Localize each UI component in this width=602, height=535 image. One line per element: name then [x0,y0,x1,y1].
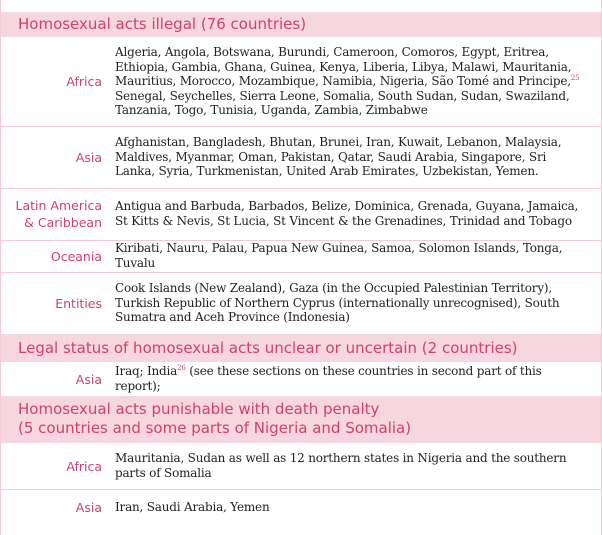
country-list: Cook Islands (New Zealand), Gaza (in the Occupied Palestinian Territory), Turkish Republic of Northern Cyprus (internationally unrecognised), South Sumatra and Aceh Province (Indonesia) [115,281,560,325]
footnote-marker: 25 [570,74,580,83]
section-title-line: (5 countries and some parts of Nigeria and Somalia) [18,419,412,437]
country-list: Antigua and Barbuda, Barbados, Belize, Dominica, Grenada, Guyana, Jamaica, St Kitts & Nevis, St Lucia, St Vincent & the Grenadines, Trinidad and Tobago [115,199,579,228]
region-label: Africa [66,458,102,474]
region-label: Asia [75,499,102,515]
section-header-unclear [1,334,601,362]
region-label: Asia [75,371,102,387]
country-list [115,37,585,126]
country-list-text: Senegal, Seychelles, Sierra Leone, Somalia, South Sudan, Sudan, Swaziland, Tanzania, Togo, Tunisia, Uganda, Zambia, Zimbabwe [115,88,570,118]
table-row [1,188,601,241]
section-title: Homosexual acts illegal (76 countries) [18,15,307,33]
region-label: Asia [75,149,102,165]
region-label: Entities [55,295,102,311]
table-row [1,489,601,525]
country-list [115,362,585,396]
region-label-line: & Caribbean [24,215,102,230]
section-header-illegal [1,12,601,37]
section-title: Legal status of homosexual acts unclear or uncertain (2 countries) [18,339,518,357]
country-list-text: Iraq; India [115,364,178,379]
table-row [1,443,601,490]
region-label: Oceania [50,248,102,264]
country-list: Afghanistan, Bangladesh, Bhutan, Brunei, Iran, Kuwait, Lebanon, Malaysia, Maldives, Myanmar, Oman, Pakistan, Qatar, Saudi Arabia, Singapore, Sri Lanka, Syria, Turkmenistan, United Arab Emirates, Uzbekistan, Yemen. [115,135,562,179]
country-list: Mauritania, Sudan as well as 12 northern states in Nigeria and the southern parts of Somalia [115,451,567,480]
country-list-text: Algeria, Angola, Botswana, Burundi, Cameroon, Comoros, Egypt, Eritrea, Ethiopia, Gambia, Ghana, Guinea, Kenya, Liberia, Libya, Malawi, Mauritania, Mauritius, Morocco, Mozambique, Namibia, Nigeria, São Tomé and Principe, [115,45,572,89]
region-label: Africa [66,74,102,89]
section-title-line: Homosexual acts punishable with death penalty [18,400,380,418]
footnote-marker: 26 [177,364,186,373]
region-label-line: Latin America [15,198,102,213]
table-row [1,240,601,273]
section-header-death-penalty [1,396,601,443]
table-row [1,362,601,396]
region-label [1,188,102,240]
table-row [1,126,601,189]
table-row [1,37,601,127]
country-list: Iran, Saudi Arabia, Yemen [115,499,270,514]
country-list: Kiribati, Nauru, Palau, Papua New Guinea, Samoa, Solomon Islands, Tonga, Tuvalu [115,241,563,270]
table-row [1,272,601,334]
country-list-text: (see these sections on these countries in second part of this report); [115,364,542,393]
